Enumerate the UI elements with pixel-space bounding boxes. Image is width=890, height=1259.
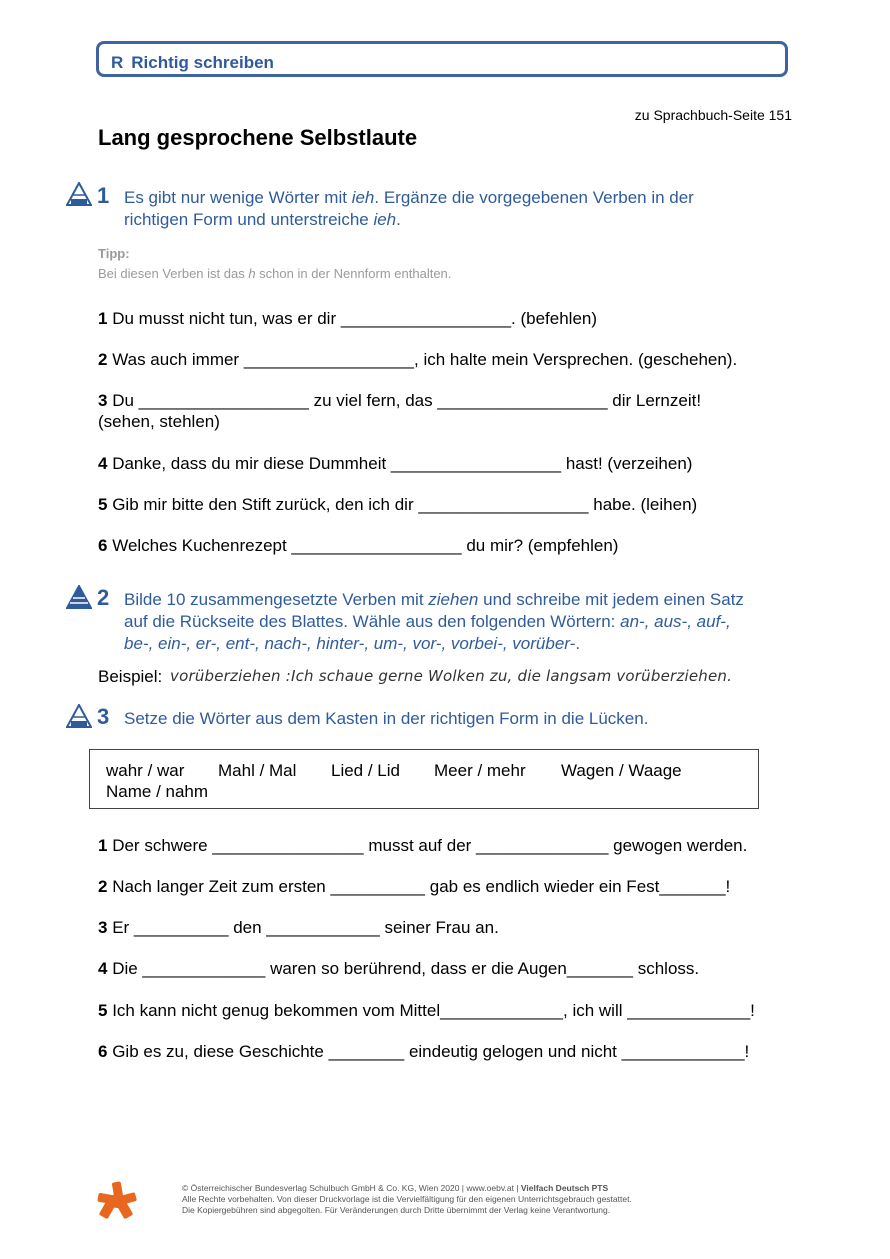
exercise-item: 3 Du __________________ zu viel fern, das __________________ dir Lernzeit! bbox=[98, 391, 702, 410]
exercise-item: 5 Ich kann nicht genug bekommen vom Mittel_____________, ich will _____________! bbox=[98, 1001, 755, 1020]
exercise-item: 4 Die _____________ waren so berührend, dass er die Augen_______ schloss. bbox=[98, 959, 700, 978]
difficulty-level-icon bbox=[66, 704, 92, 728]
section-header-title bbox=[111, 53, 274, 73]
task-number: 3 bbox=[97, 704, 110, 729]
task-number: 2 bbox=[97, 585, 110, 610]
example-handwriting: vorüberziehen :Ich schaue gerne Wolken zu, die langsam vorüberziehen. bbox=[170, 667, 733, 685]
exercise-item: 2 Nach langer Zeit zum ersten __________ gab es endlich wieder ein Fest_______! bbox=[98, 877, 731, 896]
task-instruction: Setze die Wörter aus dem Kasten in der richtigen Form in die Lücken. bbox=[124, 709, 649, 728]
word-pair: Lied / Lid bbox=[331, 761, 400, 780]
publisher-logo-icon bbox=[96, 1180, 138, 1225]
task-instruction: Bilde 10 zusammengesetzte Verben mit ziehen und schreibe mit jedem einen Satz bbox=[124, 590, 744, 609]
section-title: Richtig schreiben bbox=[131, 53, 274, 72]
task-number: 1 bbox=[97, 183, 110, 208]
exercise-item: 1 Der schwere ________________ musst auf der ______________ gewogen werden. bbox=[98, 836, 748, 855]
exercise-item: 1 Du musst nicht tun, was er dir __________________. (befehlen) bbox=[98, 309, 598, 328]
tip-text: Bei diesen Verben ist das h schon in der Nennform enthalten. bbox=[98, 266, 452, 281]
tip-label: Tipp: bbox=[98, 246, 130, 261]
task-instruction: auf die Rückseite des Blattes. Wähle aus den folgenden Wörtern: an-, aus-, auf-, bbox=[124, 612, 731, 631]
section-header bbox=[96, 41, 788, 77]
word-pair: Name / nahm bbox=[106, 782, 209, 801]
word-pair: Meer / mehr bbox=[434, 761, 526, 780]
exercise-item: 6 Welches Kuchenrezept __________________ du mir? (empfehlen) bbox=[98, 536, 619, 555]
task-instruction: richtigen Form und unterstreiche ieh. bbox=[124, 210, 401, 229]
footer-copyright: © Österreichischer Bundesverlag Schulbuch GmbH & Co. KG, Wien 2020 | www.oebv.at | Vielfach Deutsch PTS Alle Rechte vorbehalten. Von dieser Druckvorlage ist die Vervielfältigung für den eigenen Unterrichtsgebrauch gestattet. Die Kopiergebühren sind abgegolten. Für Veränderungen durch Dritte übernimmt der Verlag keine Verantwortung. bbox=[182, 1183, 632, 1215]
exercise-item: 3 Er __________ den ____________ seiner Frau an. bbox=[98, 918, 499, 937]
example-label: Beispiel: bbox=[98, 667, 163, 686]
word-box bbox=[89, 749, 759, 809]
exercise-item: 4 Danke, dass du mir diese Dummheit __________________ hast! (verzeihen) bbox=[98, 454, 693, 473]
word-pair: Wagen / Waage bbox=[561, 761, 682, 780]
exercise-item: 6 Gib es zu, diese Geschichte ________ eindeutig gelogen und nicht _____________! bbox=[98, 1042, 750, 1061]
exercise-item-continuation: (sehen, stehlen) bbox=[98, 412, 220, 431]
exercise-item: 2 Was auch immer __________________, ich halte mein Versprechen. (geschehen). bbox=[98, 350, 738, 369]
section-letter: R bbox=[111, 53, 124, 72]
difficulty-level-icon bbox=[66, 585, 92, 609]
task-instruction: Es gibt nur wenige Wörter mit ieh. Ergänze die vorgegebenen Verben in der bbox=[124, 188, 694, 207]
word-pair: wahr / war bbox=[106, 761, 185, 780]
task-instruction: be-, ein-, er-, ent-, nach-, hinter-, um-, vor-, vorbei-, vorüber-. bbox=[124, 634, 581, 653]
difficulty-level-icon bbox=[66, 182, 92, 206]
word-pair: Mahl / Mal bbox=[218, 761, 297, 780]
book-reference: zu Sprachbuch-Seite 151 bbox=[634, 107, 792, 123]
exercise-item: 5 Gib mir bitte den Stift zurück, den ich dir __________________ habe. (leihen) bbox=[98, 495, 698, 514]
page-title: Lang gesprochene Selbstlaute bbox=[98, 125, 418, 150]
